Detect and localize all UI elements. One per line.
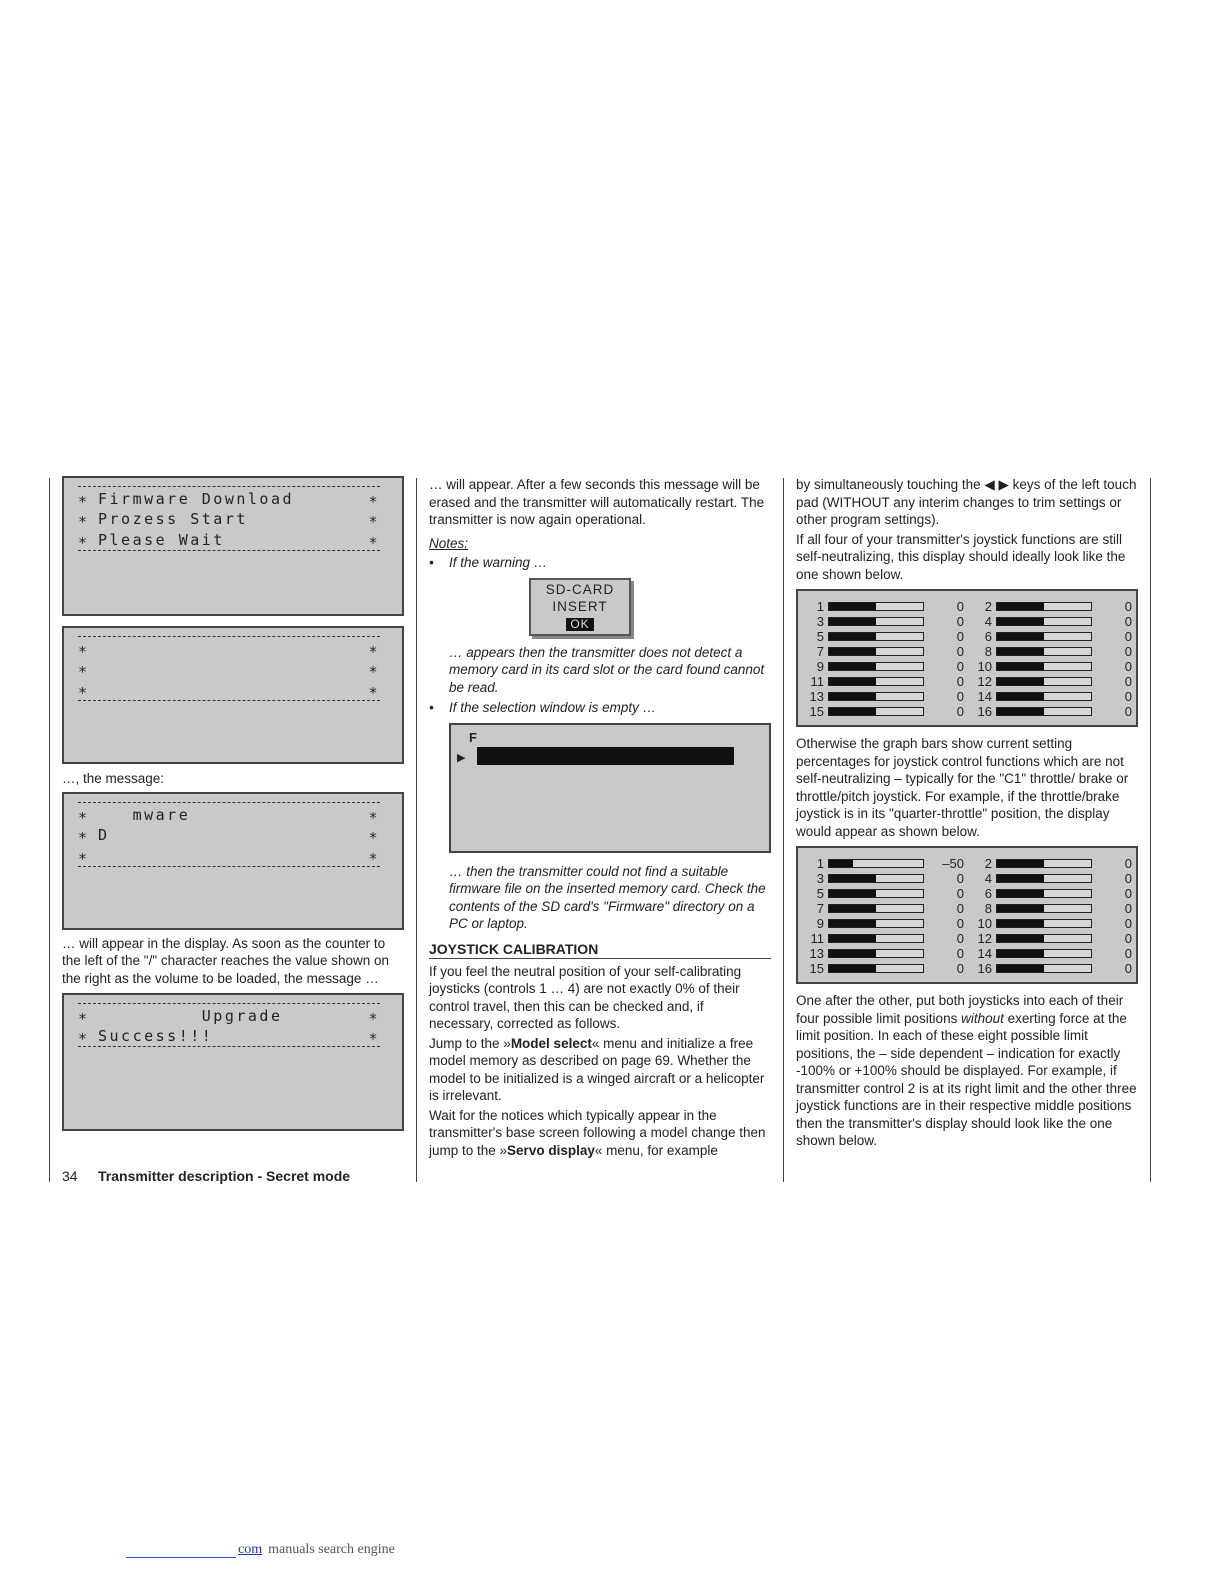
servo-value: 0	[1124, 946, 1132, 961]
servo-value: 0	[1124, 856, 1132, 871]
servo-channel-number: 4	[984, 871, 992, 886]
servo-value: 0	[1124, 961, 1132, 976]
servo-value: 0	[956, 961, 964, 976]
servo-bar	[996, 707, 1092, 716]
servo-channel-number: 5	[816, 629, 824, 644]
servo-bar-fill	[829, 678, 876, 685]
servo-value: 0	[1124, 886, 1132, 901]
servo-bar-fill	[829, 618, 876, 625]
servo-value: 0	[956, 704, 964, 719]
servo-value: 0	[1124, 871, 1132, 886]
servo-channel-number: 13	[809, 946, 824, 961]
servo-bar	[996, 904, 1092, 913]
neutral-paragraph: If all four of your transmitter's joystick functions are still self-neutralizing, this display should ideally look like the one shown below.	[796, 531, 1126, 582]
sd-card-warning: SD-CARD INSERT OK	[529, 578, 631, 636]
servo-bar-fill	[829, 875, 876, 882]
servo-channel-number: 7	[816, 644, 824, 659]
servo-value: 0	[1124, 599, 1132, 614]
lcd-upgrade-success	[62, 993, 404, 1131]
notes-label: Notes:	[429, 535, 469, 551]
search-engine-text: manuals search engine	[268, 1542, 395, 1557]
message-intro: …, the message:	[62, 771, 165, 786]
servo-bar	[996, 692, 1092, 701]
servo-bar-fill	[829, 648, 876, 655]
servo-bar	[996, 874, 1092, 883]
lcd-row: ∗ ∗	[78, 640, 380, 658]
bullet-selection-empty: • If the selection window is empty …	[429, 700, 657, 715]
servo-bar	[996, 677, 1092, 686]
servo-bar-fill	[829, 890, 876, 897]
servo-channel-number: 6	[984, 629, 992, 644]
lcd-progress	[62, 626, 404, 764]
servo-value: 0	[956, 659, 964, 674]
servo-bar	[996, 647, 1092, 656]
servo-bar-fill	[997, 708, 1044, 715]
servo-value: 0	[956, 871, 964, 886]
servo-channel-number: 8	[984, 901, 992, 916]
servo-value: 0	[1124, 674, 1132, 689]
servo-channel-number: 13	[809, 689, 824, 704]
servo-channel-number: 1	[816, 856, 824, 871]
lcd-row: ∗ mware ∗	[78, 805, 380, 824]
servo-value: 0	[1124, 931, 1132, 946]
servo-value: 0	[1124, 614, 1132, 629]
servo-channel-number: 11	[810, 931, 824, 946]
servo-bar-fill	[829, 860, 853, 867]
servo-bar-fill	[997, 875, 1044, 882]
servo-channel-number: 10	[977, 659, 992, 674]
servo-bar	[828, 949, 924, 958]
servo-bar	[828, 859, 924, 868]
left-column	[62, 476, 404, 1131]
servo-channel-number: 5	[816, 886, 824, 901]
bottom-watermark	[126, 1542, 395, 1558]
servo-bar-fill	[997, 935, 1044, 942]
servo-channel-number: 9	[816, 916, 824, 931]
servo-display-neutral	[796, 589, 1138, 727]
servo-bar-fill	[829, 965, 876, 972]
servo-value: 0	[1124, 689, 1132, 704]
servo-bar-fill	[829, 950, 876, 957]
lcd-row: ∗ Please Wait ∗	[78, 531, 380, 549]
servo-bar	[996, 617, 1092, 626]
servo-bar-fill	[829, 633, 876, 640]
servo-bar-fill	[997, 663, 1044, 670]
joystick-calibration-heading: JOYSTICK CALIBRATION	[429, 941, 771, 959]
middle-column	[429, 476, 771, 1161]
servo-bar-fill	[997, 890, 1044, 897]
link-underline	[126, 1543, 236, 1558]
lcd-row: ∗ Success!!! ∗	[78, 1027, 380, 1045]
restart-paragraph: … will appear. After a few seconds this message will be erased and the transmitter will automatically restart. The transmitter is now again operational.	[429, 477, 765, 527]
servo-channel-number: 9	[816, 659, 824, 674]
servo-bar-fill	[997, 618, 1044, 625]
servo-bar	[996, 889, 1092, 898]
servo-channel-number: 10	[977, 916, 992, 931]
servo-value: –50	[942, 856, 964, 871]
servo-value: 0	[1124, 644, 1132, 659]
servo-bar	[828, 874, 924, 883]
servo-display-paragraph: Wait for the notices which typically appear in the transmitter's base screen following a model change then jump to the »Servo display« menu, for example	[429, 1107, 766, 1158]
servo-bar	[996, 964, 1092, 973]
limit-positions-paragraph: One after the other, put both joysticks into each of their four possible limit positions without exerting force at the limit position. In each of these eight possible limit positions, the – side dependent – indication for exactly -100% or +100% should be displayed. For example, if transmitter control 2 is at its right limit and the other three joystick functions are in their respective middle positions then the transmitter's display should look like the one shown below.	[796, 993, 1137, 1148]
com-link[interactable]: com	[238, 1542, 263, 1557]
servo-bar	[828, 602, 924, 611]
selection-highlight-bar[interactable]	[477, 747, 734, 765]
column-divider-2	[783, 478, 784, 1182]
selection-window	[449, 723, 771, 853]
servo-channel-number: 16	[977, 704, 992, 719]
servo-bar-fill	[829, 920, 876, 927]
servo-bar-fill	[829, 693, 876, 700]
servo-display-quarter-throttle	[796, 846, 1138, 984]
servo-value: 0	[956, 901, 964, 916]
servo-bar	[828, 919, 924, 928]
servo-channel-number: 15	[809, 961, 824, 976]
servo-bar	[828, 889, 924, 898]
servo-value: 0	[956, 946, 964, 961]
servo-value: 0	[956, 674, 964, 689]
servo-bar-fill	[997, 648, 1044, 655]
servo-channel-number: 15	[809, 704, 824, 719]
servo-channel-number: 12	[977, 674, 992, 689]
servo-value: 0	[956, 599, 964, 614]
lcd-row: ∗ D ∗	[78, 825, 380, 844]
servo-channel-number: 14	[977, 946, 992, 961]
servo-value: 0	[956, 931, 964, 946]
servo-channel-number: 14	[977, 689, 992, 704]
servo-bar-fill	[997, 905, 1044, 912]
servo-channel-number: 4	[984, 614, 992, 629]
servo-channel-number: 7	[816, 901, 824, 916]
servo-value: 0	[956, 689, 964, 704]
servo-channel-number: 8	[984, 644, 992, 659]
page-number: 34	[62, 1168, 78, 1184]
servo-channel-number: 3	[816, 871, 824, 886]
servo-bar-fill	[829, 603, 876, 610]
servo-bar	[828, 964, 924, 973]
sd-card-explanation: … appears then the transmitter does not detect a memory card in its card slot or the card found cannot be read.	[449, 644, 765, 695]
servo-bar	[996, 934, 1092, 943]
servo-bar	[828, 662, 924, 671]
servo-value: 0	[956, 644, 964, 659]
lcd-row: ∗ Prozess Start ∗	[78, 510, 380, 528]
servo-bar-fill	[997, 633, 1044, 640]
servo-bar	[996, 632, 1092, 641]
touch-pad-paragraph: by simultaneously touching the ◀ ▶ keys of the left touch pad (WITHOUT any interim changes to trim settings or other program settings).	[796, 477, 1137, 527]
model-select-paragraph: Jump to the »Model select« menu and initialize a free model memory as described on page 69. Whether the model to be initialized is a winged aircraft or a helicopter is irrelevant.	[429, 1035, 765, 1103]
servo-bar	[996, 662, 1092, 671]
servo-channel-number: 2	[984, 856, 992, 871]
servo-bar	[828, 904, 924, 913]
lcd-row: ∗ ∗	[78, 681, 380, 699]
lcd-firmware-message	[62, 792, 404, 930]
servo-value: 0	[956, 886, 964, 901]
lcd-row: ∗ ∗	[78, 846, 380, 865]
servo-bar-fill	[997, 693, 1044, 700]
servo-channel-number: 1	[816, 599, 824, 614]
selection-arrow-icon: ▶	[457, 751, 466, 764]
counter-paragraph: … will appear in the display. As soon as the counter to the left of the "/" character reaches the value shown on the right as the volume to be loaded, the message …	[62, 935, 390, 986]
footer-title: Transmitter description - Secret mode	[98, 1168, 351, 1184]
servo-channel-number: 2	[984, 599, 992, 614]
servo-channel-number: 6	[984, 886, 992, 901]
servo-bar-fill	[829, 935, 876, 942]
servo-channel-number: 12	[977, 931, 992, 946]
servo-channel-number: 16	[977, 961, 992, 976]
graph-bars-paragraph: Otherwise the graph bars show current setting percentages for joystick control functions which are not self-neutralizing – typically for the "C1" throttle/ brake or throttle/pitch joystick. For example, if the throttle/brake joystick is in its "quarter-throttle" position, the display would appear as shown below.	[796, 736, 1129, 839]
servo-bar-fill	[997, 860, 1044, 867]
lcd-firmware-download	[62, 476, 404, 616]
servo-bar-fill	[997, 603, 1044, 610]
servo-bar-fill	[997, 950, 1044, 957]
page-footer	[62, 1168, 350, 1184]
servo-bar	[996, 602, 1092, 611]
servo-value: 0	[1124, 629, 1132, 644]
left-border	[49, 478, 50, 1182]
servo-bar-fill	[997, 678, 1044, 685]
column-divider-1	[416, 478, 417, 1182]
servo-bar	[996, 919, 1092, 928]
servo-bar	[828, 647, 924, 656]
servo-bar	[828, 677, 924, 686]
no-firmware-explanation: … then the transmitter could not find a suitable firmware file on the inserted memory card. Check the contents of the SD card's "Firmware" directory on a PC or laptop.	[449, 863, 766, 931]
servo-value: 0	[1124, 659, 1132, 674]
servo-value: 0	[956, 916, 964, 931]
right-column	[796, 476, 1138, 1152]
bullet-warning: • If the warning …	[429, 555, 548, 570]
servo-value: 0	[1124, 704, 1132, 719]
servo-bar	[828, 632, 924, 641]
servo-value: 0	[1124, 901, 1132, 916]
servo-bar	[828, 934, 924, 943]
servo-channel-number: 3	[816, 614, 824, 629]
servo-value: 0	[956, 614, 964, 629]
servo-bar	[996, 859, 1092, 868]
lcd-row: ∗ Firmware Download ∗	[78, 490, 380, 508]
servo-value: 0	[1124, 916, 1132, 931]
servo-bar-fill	[829, 708, 876, 715]
right-border	[1150, 478, 1151, 1182]
servo-value: 0	[956, 629, 964, 644]
ok-button[interactable]: OK	[566, 618, 593, 631]
servo-bar	[828, 692, 924, 701]
servo-bar-fill	[997, 920, 1044, 927]
servo-bar	[996, 949, 1092, 958]
servo-channel-number: 11	[810, 674, 824, 689]
selection-header: F	[469, 729, 477, 745]
calibration-paragraph: If you feel the neutral position of your self-calibrating joysticks (controls 1 … 4) are not exactly 0% of their control travel, then this can be checked and, if necessary, corrected as follows.	[429, 963, 742, 1031]
servo-bar-fill	[997, 965, 1044, 972]
servo-bar-fill	[829, 905, 876, 912]
servo-bar	[828, 707, 924, 716]
servo-bar-fill	[829, 663, 876, 670]
lcd-row: ∗ Upgrade ∗	[78, 1007, 380, 1025]
lcd-row: ∗ ∗	[78, 660, 380, 678]
servo-bar	[828, 617, 924, 626]
